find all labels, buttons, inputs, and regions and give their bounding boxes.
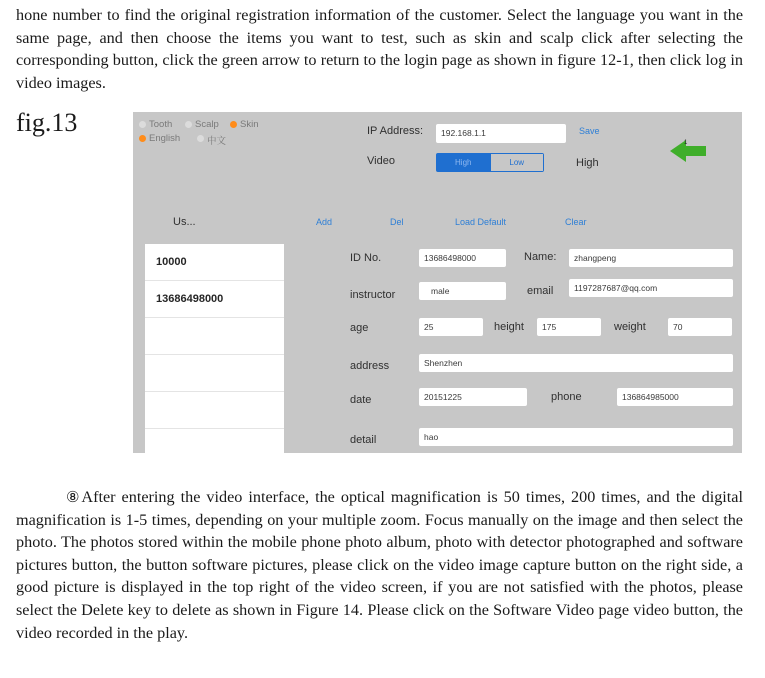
id-input[interactable]: 13686498000 <box>419 249 506 267</box>
weight-label: weight <box>614 321 646 333</box>
weight-input[interactable]: 70 <box>668 318 732 336</box>
user-list-item[interactable]: 13686498000 <box>145 281 284 318</box>
radio-scalp-label: Scalp <box>195 119 219 130</box>
radio-chinese[interactable] <box>197 135 204 142</box>
video-high-segment[interactable]: High <box>437 154 490 171</box>
instructor-input[interactable]: male <box>419 282 506 300</box>
name-input[interactable]: zhangpeng <box>569 249 733 267</box>
radio-skin-label: Skin <box>240 119 259 130</box>
ip-address-input[interactable]: 192.168.1.1 <box>436 124 566 143</box>
save-button[interactable]: Save <box>579 126 600 136</box>
delete-button[interactable]: Del <box>390 217 404 227</box>
back-arrow-icon[interactable] <box>668 136 710 166</box>
radio-tooth-label: Tooth <box>149 119 173 130</box>
date-input[interactable]: 20151225 <box>419 388 527 406</box>
user-list-item[interactable]: 10000 <box>145 244 284 281</box>
figure-label: fig.13 <box>16 108 78 137</box>
address-input[interactable]: Shenzhen <box>419 354 733 372</box>
radio-chinese-label: 中文 <box>207 136 227 147</box>
height-label: height <box>494 321 524 333</box>
intro-paragraph: hone number to find the original registration information of the customer. Select the language you want in the same page, and then choose the items you want to test, such as skin and scalp click after selecting the corresponding button, click the green arrow to return to the login page as shown in figure 12-1, then click log in video images. <box>16 6 743 92</box>
id-label: ID No. <box>350 252 382 264</box>
date-label: date <box>350 394 372 406</box>
load-default-button[interactable]: Load Default <box>455 217 507 227</box>
radio-english-label: English <box>149 133 181 144</box>
email-input[interactable]: 1197287687@qq.com <box>569 279 733 297</box>
step-8-paragraph <box>16 486 743 644</box>
app-screenshot <box>133 112 742 453</box>
clear-button[interactable]: Clear <box>565 217 587 227</box>
radio-tooth[interactable] <box>139 121 146 128</box>
ip-address-label: IP Address: <box>367 125 424 137</box>
video-label: Video <box>367 155 395 167</box>
height-input[interactable]: 175 <box>537 318 601 336</box>
user-list-empty-row <box>145 355 284 392</box>
user-list-empty-row <box>145 318 284 355</box>
age-input[interactable]: 25 <box>419 318 483 336</box>
age-label: age <box>350 322 369 334</box>
radio-scalp[interactable] <box>185 121 192 128</box>
video-current-value: High <box>576 157 599 169</box>
phone-input[interactable]: 136864985000 <box>617 388 733 406</box>
name-label: Name: <box>524 251 557 263</box>
step-8-text: After entering the video interface, the optical magnification is 50 times, 200 times, and the digital magnification is 1-5 times, depending on your multiple zoom. Focus manually on the image and then select the photo. The photos stored within the mobile phone photo album, photo with detector photographed and software pictures button, the button software pictures, please click on the video image capture button on the right side, a good picture is displayed in the top right of the video screen, if you are not satisfied with the photos, please select the Delete key to delete as shown in Figure 14. Please click on the Software Video page video button, the video recorded in the play. <box>16 488 743 642</box>
instructor-label: instructor <box>350 289 396 301</box>
video-low-segment[interactable]: Low <box>490 154 544 171</box>
step-number: ⑧ <box>64 488 82 506</box>
detail-label: detail <box>350 434 377 446</box>
phone-label: phone <box>551 391 582 403</box>
back-arrow-number: 1 <box>684 140 688 146</box>
radio-english[interactable] <box>139 135 146 142</box>
radio-skin[interactable] <box>230 121 237 128</box>
video-quality-toggle <box>436 153 544 172</box>
email-label: email <box>527 285 554 297</box>
detail-input[interactable]: hao <box>419 428 733 446</box>
add-button[interactable]: Add <box>316 217 333 227</box>
user-list-empty-row <box>145 392 284 429</box>
users-header: Us... <box>173 216 196 228</box>
user-list-empty-row <box>145 429 284 453</box>
address-label: address <box>350 360 390 372</box>
user-list <box>145 244 284 453</box>
